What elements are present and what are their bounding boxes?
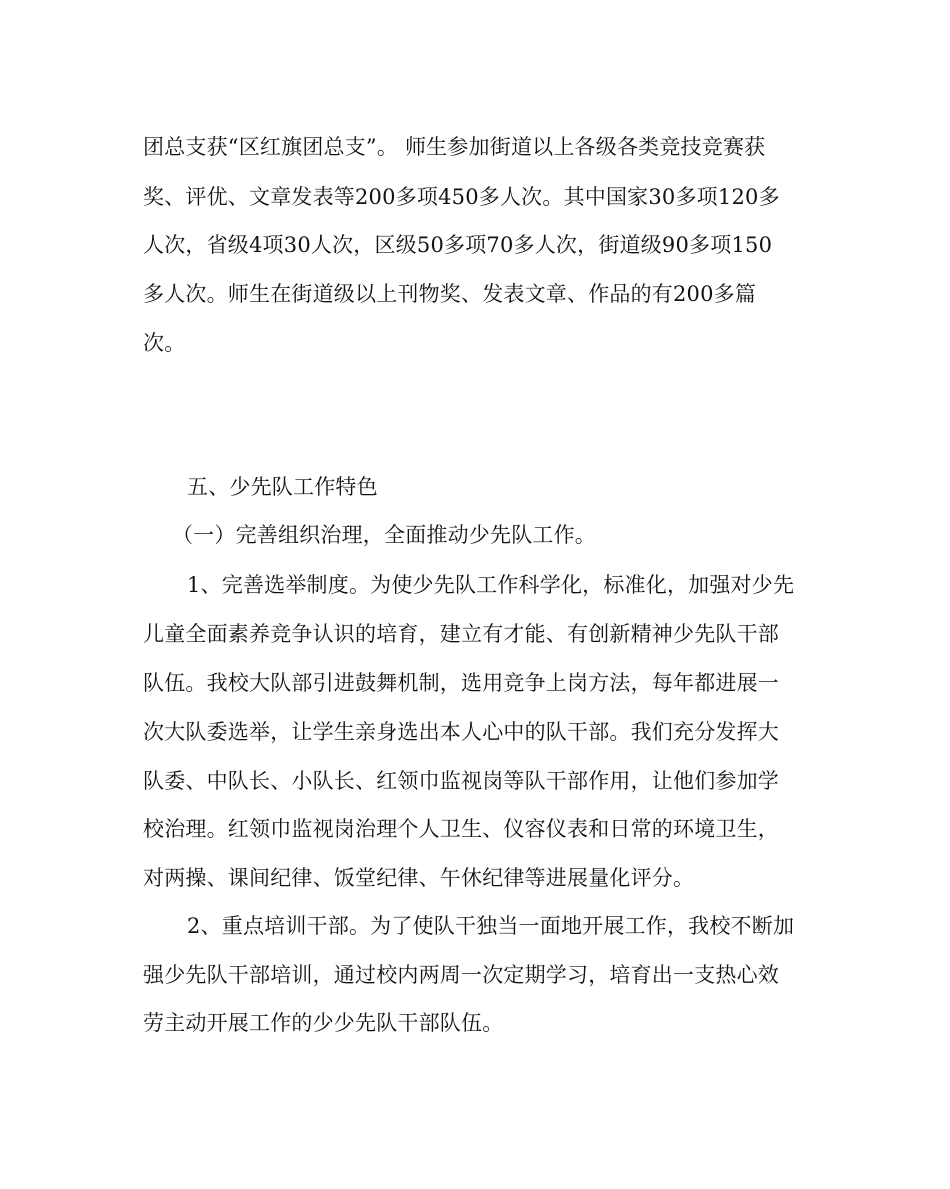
item-2-line-2: 强少先队干部培训，通过校内两周一次定期学习，培育出一支热心效 bbox=[143, 963, 779, 987]
item-1-line-7: 对两操、课间纪律、饭堂纪律、午休纪律等进展量化评分。 bbox=[143, 866, 695, 890]
item-1-line-3: 队伍。我校大队部引进鼓舞机制，选用竞争上岗方法，每年都进展一 bbox=[143, 671, 779, 695]
paragraph-1-line-2: 奖、评优、文章发表等200多项450多人次。其中国家30多项120多 bbox=[143, 185, 780, 209]
paragraph-1-line-4: 多人次。师生在街道级以上刊物奖、发表文章、作品的有200多篇 bbox=[143, 282, 757, 306]
item-2-line-1: 2、重点培训干部。为了使队干独当一面地开展工作，我校不断加 bbox=[187, 914, 795, 938]
item-1-line-5: 队委、中队长、小队长、红领巾监视岗等队干部作用，让他们参加学 bbox=[143, 769, 779, 793]
item-1-line-4: 次大队委选举，让学生亲身选出本人心中的队干部。我们充分发挥大 bbox=[143, 720, 779, 744]
section-heading: 五、少先队工作特色 bbox=[187, 475, 378, 499]
item-1-line-6: 校治理。红领巾监视岗治理个人卫生、仪容仪表和日常的环境卫生， bbox=[143, 817, 779, 841]
paragraph-1-line-5: 次。 bbox=[143, 331, 186, 355]
paragraph-1-line-1: 团总支获“区红旗团总支”。 师生参加街道以上各级各类竞技竞赛获 bbox=[143, 135, 766, 159]
paragraph-1-line-3: 人次，省级4项30人次，区级50多项70多人次，街道级90多项150 bbox=[143, 233, 773, 257]
item-1-line-2: 儿童全面素养竞争认识的培育，建立有才能、有创新精神少先队干部 bbox=[143, 622, 779, 646]
item-1-line-1: 1、完善选举制度。为使少先队工作科学化，标准化，加强对少先 bbox=[187, 573, 795, 597]
subsection-heading: （一）完善组织治理，全面推动少先队工作。 bbox=[172, 523, 596, 547]
item-2-line-3: 劳主动开展工作的少少先队干部队伍。 bbox=[143, 1011, 504, 1035]
